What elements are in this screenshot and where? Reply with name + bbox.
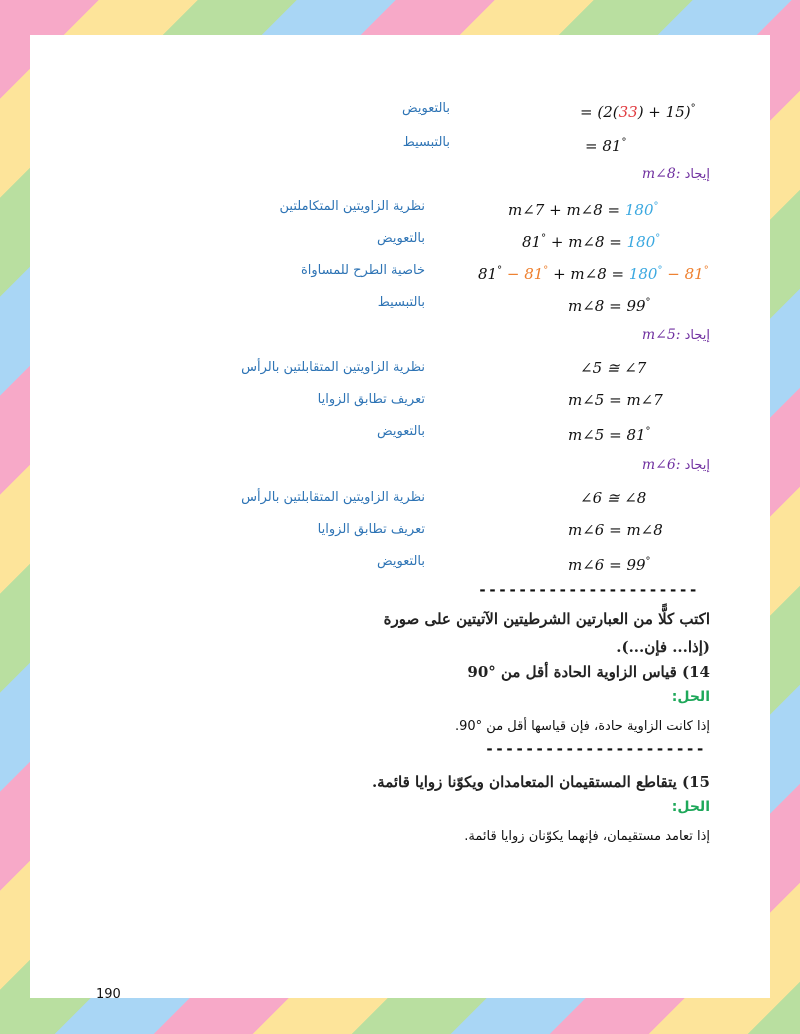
reason-substitution-4: بالتعويض	[377, 554, 425, 569]
worksheet-page	[30, 35, 770, 1002]
reason-vertical-angles-2: نظرية الزاويتين المتقابلتين بالرأس	[241, 490, 425, 505]
question-14: 14) قياس الزاوية الحادة أقل من °90	[467, 663, 710, 681]
equation-angle-6-value: m∠6 = 99°	[568, 556, 651, 574]
page-number: 190	[96, 987, 121, 1002]
equation-angle-5-value: m∠5 = 81°	[568, 426, 651, 444]
reason-subtraction-property: خاصية الطرح للمساواة	[300, 263, 425, 278]
divider-1: ----------------------	[478, 581, 699, 599]
equation-substitution-2: 81° + m∠8 = 180°	[522, 233, 661, 251]
reason-congruence-definition-1: تعريف تطابق الزوايا	[317, 392, 425, 407]
reason-simplify-2: بالتبسيط	[377, 295, 425, 310]
reason-vertical-angles-1: نظرية الزاويتين المتقابلتين بالرأس	[241, 360, 425, 375]
question-15: 15) يتقاطع المستقيمان المتعامدان ويكوّنا زوايا قائمة.	[371, 773, 710, 791]
equation-simplify-2: m∠8 = 99°	[568, 297, 651, 315]
solution-15-label: الحل:	[671, 799, 710, 815]
reason-substitution-1: بالتعويض	[402, 101, 450, 116]
equation-vertical-angles-5-7: ∠5 ≅ ∠7	[580, 359, 647, 377]
find-angle-6-heading: إيجاد m∠6:	[641, 457, 710, 473]
solution-14-label: الحل:	[671, 689, 710, 705]
reason-substitution-2: بالتعويض	[377, 231, 425, 246]
reason-substitution-3: بالتعويض	[377, 424, 425, 439]
question-instruction-line-1: اكتب كلًّا من العبارتين الشرطيتين الآتيتين على صورة	[383, 610, 710, 628]
find-angle-5-heading: إيجاد m∠5:	[641, 327, 710, 343]
reason-congruence-definition-2: تعريف تطابق الزوايا	[317, 522, 425, 537]
solution-14-text: إذا كانت الزاوية حادة، فإن قياسها أقل من °90.	[454, 719, 710, 734]
question-instruction-line-2: (إذا... فإن...).	[616, 638, 710, 656]
equation-congruence-6-8: m∠6 = m∠8	[568, 521, 663, 539]
reason-supplementary: نظرية الزاويتين المتكاملتين	[279, 199, 425, 214]
equation-vertical-angles-6-8: ∠6 ≅ ∠8	[580, 489, 647, 507]
equation-congruence-5-7: m∠5 = m∠7	[568, 391, 663, 409]
divider-2: ----------------------	[485, 740, 706, 758]
equation-supplementary: m∠7 + m∠8 = 180°	[508, 201, 659, 219]
reason-simplify-1: بالتبسيط	[402, 135, 450, 150]
equation-substitution-1: = (2(33) + 15)°	[580, 103, 696, 121]
equation-simplify-1: = 81°	[585, 137, 627, 155]
find-angle-8-heading: إيجاد m∠8:	[641, 166, 710, 182]
solution-15-text: إذا تعامد مستقيمان، فإنهما يكوّنان زوايا قائمة.	[464, 829, 710, 844]
equation-subtraction-property: 81° − 81° + m∠8 = 180° − 81°	[478, 265, 709, 283]
